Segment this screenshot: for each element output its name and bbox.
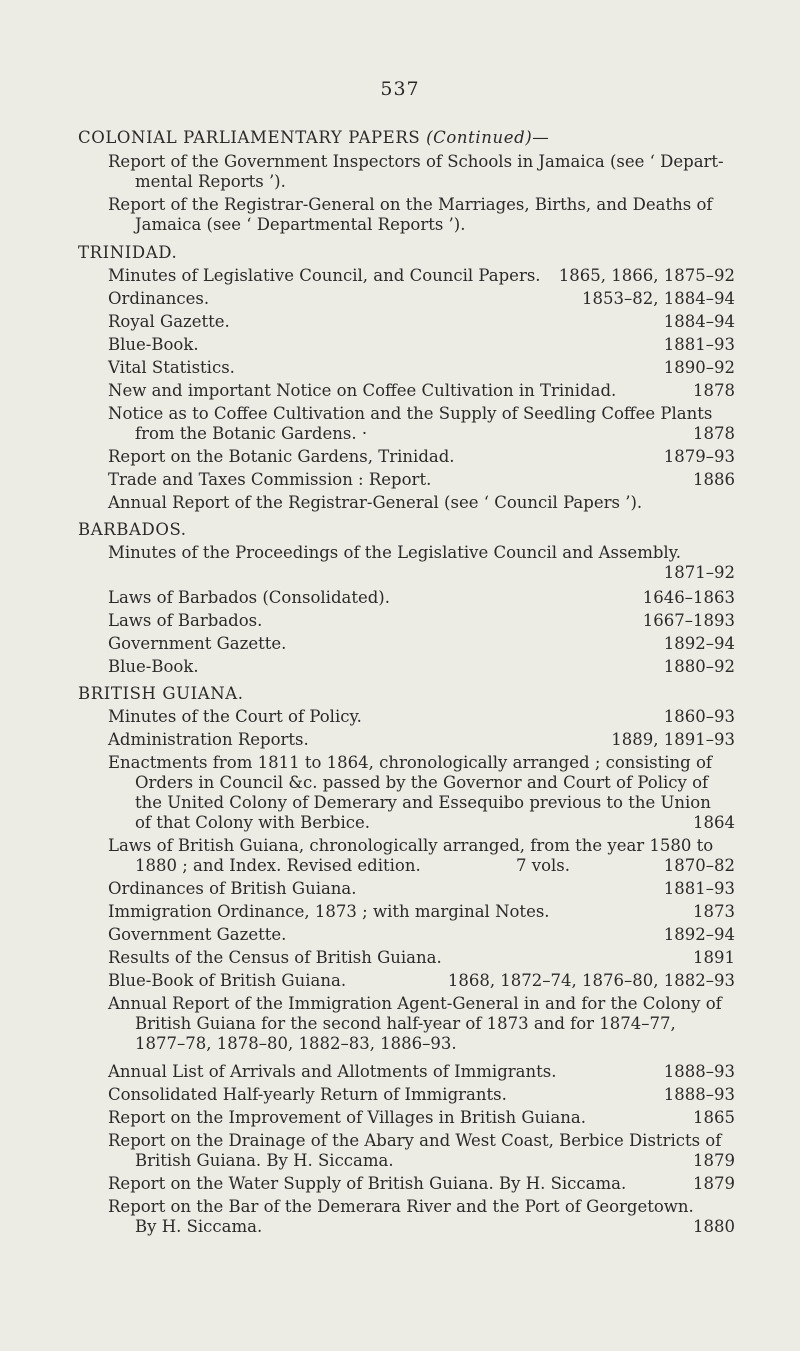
list-item: Minutes of the Court of Policy. — [108, 707, 362, 726]
list-item-date: 1888–93 — [663, 1085, 735, 1104]
list-item: Blue-Book of British Guiana. — [108, 971, 347, 990]
list-item-date: 1879–93 — [663, 447, 735, 466]
list-item-continuation: of that Colony with Berbice. — [135, 813, 370, 832]
list-item-line: Jamaica (see ‘ Departmental Reports ’). — [135, 215, 466, 234]
list-item-date: 1878 — [693, 381, 735, 400]
list-item-date: 1870–82 — [663, 856, 735, 875]
list-item-date: 1860–93 — [663, 707, 735, 726]
heading-title: COLONIAL PARLIAMENTARY PAPERS — [78, 128, 421, 147]
list-item-date: 1871–92 — [663, 563, 735, 582]
list-item: Enactments from 1811 to 1864, chronologically arranged ; consisting of — [108, 753, 713, 772]
list-item: Annual List of Arrivals and Allotments of Immigrants. — [108, 1062, 557, 1081]
list-item-date: 1890–92 — [663, 358, 735, 377]
list-item: Laws of British Guiana, chronologically arranged, from the year 1580 to — [108, 836, 714, 855]
list-item-date: 1892–94 — [663, 925, 735, 944]
list-item: Minutes of Legislative Council, and Council Papers. — [108, 266, 541, 285]
list-item-date: 1880 — [693, 1217, 735, 1236]
list-item: Annual Report of the Registrar-General (see ‘ Council Papers ’). — [108, 493, 643, 512]
list-item-date: 1879 — [693, 1151, 735, 1170]
list-item-continuation: British Guiana for the second half-year of 1873 and for 1874–77, — [135, 1014, 676, 1033]
list-item: Administration Reports. — [108, 730, 309, 749]
list-item-date: 1878 — [693, 424, 735, 443]
section-heading-barbados: BARBADOS. — [78, 520, 187, 539]
list-item-continuation: 1880 ; and Index. Revised edition. — [135, 856, 421, 875]
list-item-continuation: 1877–78, 1878–80, 1882–83, 1886–93. — [135, 1034, 457, 1053]
list-item-line: mental Reports ’). — [135, 172, 286, 191]
list-item-continuation: Orders in Council &c. passed by the Governor and Court of Policy of — [135, 773, 709, 792]
list-item: Government Gazette. — [108, 634, 287, 653]
list-item-date: 1884–94 — [663, 312, 735, 331]
list-item: Report on the Water Supply of British Guiana. By H. Siccama. — [108, 1174, 627, 1193]
list-item-date: 1879 — [693, 1174, 735, 1193]
list-item-volumes: 7 vols. — [516, 856, 570, 875]
list-item-date: 1881–93 — [663, 335, 735, 354]
list-item: Blue-Book. — [108, 335, 199, 354]
heading-continued: (Continued) — [426, 128, 533, 147]
list-item: Laws of Barbados. — [108, 611, 263, 630]
list-item: Vital Statistics. — [108, 358, 235, 377]
list-item: New and important Notice on Coffee Cultivation in Trinidad. — [108, 381, 617, 400]
list-item-date: 1873 — [693, 902, 735, 921]
list-item-line: Report of the Registrar-General on the Marriages, Births, and Deaths of — [108, 195, 713, 214]
list-item-date: 1868, 1872–74, 1876–80, 1882–93 — [447, 971, 735, 990]
list-item-date: 1889, 1891–93 — [611, 730, 735, 749]
list-item-date: 1891 — [693, 948, 735, 967]
page-heading — [78, 128, 549, 148]
section-heading-british-guiana: BRITISH GUIANA. — [78, 684, 244, 703]
list-item-continuation: British Guiana. By H. Siccama. — [135, 1151, 394, 1170]
list-item: Report on the Botanic Gardens, Trinidad. — [108, 447, 455, 466]
list-item-date: 1892–94 — [663, 634, 735, 653]
list-item-date: 1888–93 — [663, 1062, 735, 1081]
list-item-date: 1646–1863 — [642, 588, 735, 607]
list-item-date: 1886 — [693, 470, 735, 489]
list-item: Royal Gazette. — [108, 312, 230, 331]
list-item: Report on the Improvement of Villages in British Guiana. — [108, 1108, 587, 1127]
list-item-date: 1865, 1866, 1875–92 — [558, 266, 735, 285]
list-item-continuation: the United Colony of Demerary and Essequibo previous to the Union — [135, 793, 711, 812]
list-item: Trade and Taxes Commission : Report. — [108, 470, 432, 489]
list-item: Minutes of the Proceedings of the Legislative Council and Assembly. — [108, 543, 682, 562]
list-item-date: 1865 — [693, 1108, 735, 1127]
list-item: Report on the Bar of the Demerara River and the Port of Georgetown. — [108, 1197, 694, 1216]
list-item: Notice as to Coffee Cultivation and the Supply of Seedling Coffee Plants — [108, 404, 713, 423]
list-item: Report on the Drainage of the Abary and West Coast, Berbice Districts of — [108, 1131, 722, 1150]
list-item: Laws of Barbados (Consolidated). — [108, 588, 390, 607]
list-item: Immigration Ordinance, 1873 ; with marginal Notes. — [108, 902, 550, 921]
heading-dash: — — [532, 128, 550, 147]
list-item-date: 1880–92 — [663, 657, 735, 676]
list-item: Ordinances of British Guiana. — [108, 879, 357, 898]
section-heading-trinidad: TRINIDAD. — [78, 243, 178, 262]
list-item-date: 1853–82, 1884–94 — [582, 289, 735, 308]
list-item: Annual Report of the Immigration Agent-General in and for the Colony of — [108, 994, 722, 1013]
list-item: Results of the Census of British Guiana. — [108, 948, 442, 967]
list-item: Blue-Book. — [108, 657, 199, 676]
list-item: Government Gazette. — [108, 925, 287, 944]
list-item: Consolidated Half-yearly Return of Immigrants. — [108, 1085, 507, 1104]
list-item-continuation: By H. Siccama. — [135, 1217, 263, 1236]
list-item-line: Report of the Government Inspectors of Schools in Jamaica (see ‘ Depart- — [108, 152, 724, 171]
list-item-date: 1881–93 — [663, 879, 735, 898]
list-item: Ordinances. — [108, 289, 210, 308]
list-item-continuation: from the Botanic Gardens. · — [135, 424, 368, 443]
page-number: 537 — [380, 78, 420, 100]
list-item-date: 1864 — [693, 813, 735, 832]
list-item-date: 1667–1893 — [642, 611, 735, 630]
